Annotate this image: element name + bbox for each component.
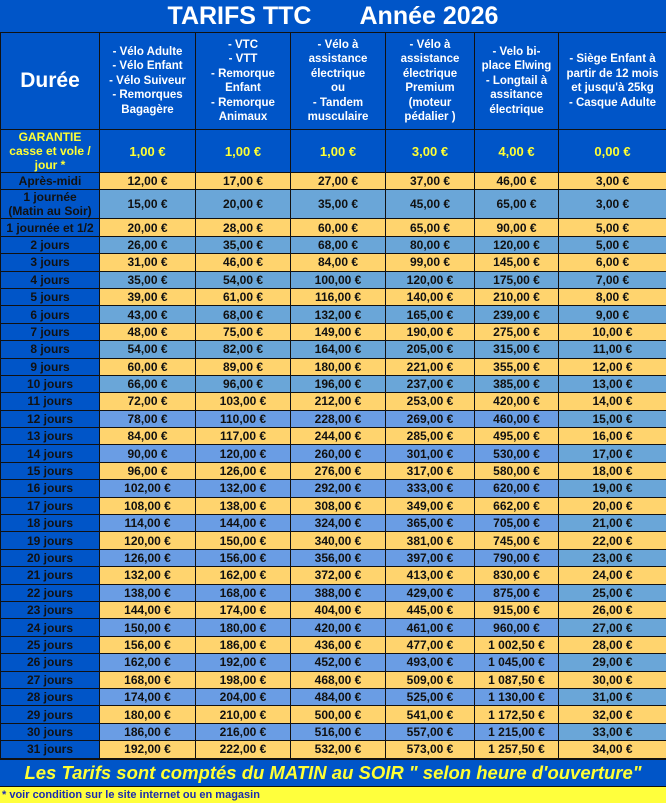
table-row (1, 480, 666, 497)
price-cell: 132,00 € (100, 567, 196, 584)
price-cell: 80,00 € (386, 236, 475, 253)
price-cell: 60,00 € (291, 219, 386, 236)
price-cell: 180,00 € (100, 706, 196, 723)
price-cell: 244,00 € (291, 428, 386, 445)
price-cell: 145,00 € (475, 254, 559, 271)
price-cell: 54,00 € (100, 341, 196, 358)
price-cell: 228,00 € (291, 410, 386, 427)
price-cell: 192,00 € (100, 741, 196, 758)
price-cell: 33,00 € (559, 723, 666, 740)
price-cell: 25,00 € (559, 584, 666, 601)
footnote: * voir condition sur le site internet ou en magasin (0, 786, 666, 803)
table-row (1, 671, 666, 688)
price-cell: 114,00 € (100, 515, 196, 532)
price-cell: 29,00 € (559, 654, 666, 671)
duration-label: 19 jours (1, 532, 100, 549)
price-cell: 132,00 € (196, 480, 291, 497)
price-cell: 54,00 € (196, 271, 291, 288)
price-cell: 468,00 € (291, 671, 386, 688)
price-cell: 32,00 € (559, 706, 666, 723)
price-cell: 210,00 € (475, 288, 559, 305)
table-row (1, 271, 666, 288)
price-cell: 830,00 € (475, 567, 559, 584)
price-cell: 21,00 € (559, 515, 666, 532)
garantie-value: 0,00 € (559, 130, 666, 173)
price-cell: 493,00 € (386, 654, 475, 671)
header-col-5: - Velo bi- place Elwing - Longtail à assitance électrique (475, 33, 559, 130)
price-cell: 705,00 € (475, 515, 559, 532)
price-cell: 662,00 € (475, 497, 559, 514)
price-cell: 5,00 € (559, 219, 666, 236)
price-cell: 372,00 € (291, 567, 386, 584)
table-row (1, 567, 666, 584)
price-cell: 35,00 € (196, 236, 291, 253)
price-cell: 156,00 € (196, 549, 291, 566)
price-cell: 1 130,00 € (475, 688, 559, 705)
price-cell: 429,00 € (386, 584, 475, 601)
duration-label: 30 jours (1, 723, 100, 740)
price-cell: 460,00 € (475, 410, 559, 427)
price-cell: 915,00 € (475, 601, 559, 618)
price-cell: 221,00 € (386, 358, 475, 375)
price-cell: 15,00 € (559, 410, 666, 427)
duration-label: 12 jours (1, 410, 100, 427)
price-cell: 461,00 € (386, 619, 475, 636)
price-cell: 18,00 € (559, 462, 666, 479)
price-cell: 26,00 € (559, 601, 666, 618)
price-cell: 420,00 € (475, 393, 559, 410)
duration-label: 8 jours (1, 341, 100, 358)
price-cell: 308,00 € (291, 497, 386, 514)
price-cell: 39,00 € (100, 288, 196, 305)
table-row (1, 462, 666, 479)
duration-label: 22 jours (1, 584, 100, 601)
price-cell: 108,00 € (100, 497, 196, 514)
price-cell: 530,00 € (475, 445, 559, 462)
price-cell: 509,00 € (386, 671, 475, 688)
duration-label: 13 jours (1, 428, 100, 445)
duration-label: 14 jours (1, 445, 100, 462)
price-cell: 10,00 € (559, 323, 666, 340)
price-cell: 365,00 € (386, 515, 475, 532)
price-cell: 82,00 € (196, 341, 291, 358)
price-cell: 149,00 € (291, 323, 386, 340)
price-cell: 580,00 € (475, 462, 559, 479)
price-cell: 23,00 € (559, 549, 666, 566)
price-cell: 525,00 € (386, 688, 475, 705)
duration-label: 27 jours (1, 671, 100, 688)
duration-label: 25 jours (1, 636, 100, 653)
duration-label: 26 jours (1, 654, 100, 671)
price-cell: 210,00 € (196, 706, 291, 723)
price-cell: 174,00 € (100, 688, 196, 705)
price-cell: 3,00 € (559, 173, 666, 190)
header-duree: Durée (1, 33, 100, 130)
garantie-value: 3,00 € (386, 130, 475, 173)
price-cell: 35,00 € (291, 190, 386, 219)
price-cell: 96,00 € (196, 375, 291, 392)
price-cell: 103,00 € (196, 393, 291, 410)
price-cell: 120,00 € (196, 445, 291, 462)
duration-label: 18 jours (1, 515, 100, 532)
price-cell: 6,00 € (559, 254, 666, 271)
price-cell: 120,00 € (475, 236, 559, 253)
price-cell: 12,00 € (559, 358, 666, 375)
price-cell: 102,00 € (100, 480, 196, 497)
price-cell: 99,00 € (386, 254, 475, 271)
price-cell: 198,00 € (196, 671, 291, 688)
table-row (1, 375, 666, 392)
header-col-1: - Vélo Adulte - Vélo Enfant - Vélo Suiveur - Remorques Bagagère (100, 33, 196, 130)
price-cell: 1 087,50 € (475, 671, 559, 688)
price-cell: 204,00 € (196, 688, 291, 705)
price-cell: 495,00 € (475, 428, 559, 445)
price-cell: 573,00 € (386, 741, 475, 758)
price-cell: 186,00 € (100, 723, 196, 740)
price-cell: 110,00 € (196, 410, 291, 427)
price-cell: 180,00 € (291, 358, 386, 375)
price-cell: 790,00 € (475, 549, 559, 566)
duration-label: 4 jours (1, 271, 100, 288)
price-cell: 27,00 € (559, 619, 666, 636)
footer-banner: Les Tarifs sont comptés du MATIN au SOIR " selon heure d'ouverture" (0, 759, 666, 786)
price-cell: 46,00 € (475, 173, 559, 190)
price-cell: 168,00 € (100, 671, 196, 688)
price-cell: 14,00 € (559, 393, 666, 410)
price-cell: 60,00 € (100, 358, 196, 375)
table-row (1, 515, 666, 532)
price-cell: 239,00 € (475, 306, 559, 323)
price-cell: 620,00 € (475, 480, 559, 497)
price-cell: 84,00 € (100, 428, 196, 445)
price-cell: 35,00 € (100, 271, 196, 288)
table-row (1, 723, 666, 740)
price-cell: 356,00 € (291, 549, 386, 566)
price-cell: 11,00 € (559, 341, 666, 358)
price-cell: 349,00 € (386, 497, 475, 514)
table-row (1, 306, 666, 323)
price-cell: 516,00 € (291, 723, 386, 740)
price-cell: 117,00 € (196, 428, 291, 445)
table-row (1, 393, 666, 410)
table-row (1, 341, 666, 358)
price-cell: 557,00 € (386, 723, 475, 740)
price-cell: 275,00 € (475, 323, 559, 340)
price-cell: 61,00 € (196, 288, 291, 305)
price-cell: 46,00 € (196, 254, 291, 271)
duration-label: 28 jours (1, 688, 100, 705)
price-cell: 150,00 € (196, 532, 291, 549)
duration-label: 2 jours (1, 236, 100, 253)
price-cell: 260,00 € (291, 445, 386, 462)
table-row (1, 741, 666, 758)
table-row (1, 219, 666, 236)
price-cell: 333,00 € (386, 480, 475, 497)
price-cell: 43,00 € (100, 306, 196, 323)
price-cell: 5,00 € (559, 236, 666, 253)
price-cell: 126,00 € (196, 462, 291, 479)
table-row (1, 323, 666, 340)
price-cell: 324,00 € (291, 515, 386, 532)
table-row (1, 497, 666, 514)
price-cell: 388,00 € (291, 584, 386, 601)
price-cell: 315,00 € (475, 341, 559, 358)
price-cell: 269,00 € (386, 410, 475, 427)
price-cell: 164,00 € (291, 341, 386, 358)
table-row (1, 190, 666, 219)
price-cell: 15,00 € (100, 190, 196, 219)
price-cell: 162,00 € (100, 654, 196, 671)
price-cell: 17,00 € (559, 445, 666, 462)
price-cell: 138,00 € (196, 497, 291, 514)
price-cell: 301,00 € (386, 445, 475, 462)
price-cell: 37,00 € (386, 173, 475, 190)
duration-label: 10 jours (1, 375, 100, 392)
duration-label: 1 journée et 1/2 (1, 219, 100, 236)
price-cell: 436,00 € (291, 636, 386, 653)
price-cell: 132,00 € (291, 306, 386, 323)
duration-label: 21 jours (1, 567, 100, 584)
price-cell: 413,00 € (386, 567, 475, 584)
price-cell: 196,00 € (291, 375, 386, 392)
price-cell: 381,00 € (386, 532, 475, 549)
price-cell: 65,00 € (386, 219, 475, 236)
price-cell: 190,00 € (386, 323, 475, 340)
table-row (1, 619, 666, 636)
table-row (1, 532, 666, 549)
price-cell: 45,00 € (386, 190, 475, 219)
garantie-value: 1,00 € (100, 130, 196, 173)
price-cell: 34,00 € (559, 741, 666, 758)
price-cell: 541,00 € (386, 706, 475, 723)
duration-label: 17 jours (1, 497, 100, 514)
table-row (1, 584, 666, 601)
title-year: Année 2026 (360, 2, 499, 31)
garantie-value: 4,00 € (475, 130, 559, 173)
price-cell: 420,00 € (291, 619, 386, 636)
price-cell: 1 172,50 € (475, 706, 559, 723)
duration-label: 7 jours (1, 323, 100, 340)
price-cell: 397,00 € (386, 549, 475, 566)
price-cell: 90,00 € (100, 445, 196, 462)
header-col-4: - Vélo à assistance électrique Premium (moteur pédalier ) (386, 33, 475, 130)
table-row (1, 688, 666, 705)
price-cell: 745,00 € (475, 532, 559, 549)
header-col-2: - VTC - VTT - Remorque Enfant - Remorque Animaux (196, 33, 291, 130)
price-cell: 285,00 € (386, 428, 475, 445)
price-cell: 75,00 € (196, 323, 291, 340)
duration-label: Après-midi (1, 173, 100, 190)
header-col-3: - Vélo à assistance électrique ou - Tandem musculaire (291, 33, 386, 130)
garantie-value: 1,00 € (291, 130, 386, 173)
duration-label: 6 jours (1, 306, 100, 323)
price-cell: 19,00 € (559, 480, 666, 497)
price-cell: 20,00 € (559, 497, 666, 514)
price-cell: 317,00 € (386, 462, 475, 479)
duration-label: 31 jours (1, 741, 100, 758)
price-cell: 477,00 € (386, 636, 475, 653)
price-cell: 205,00 € (386, 341, 475, 358)
price-cell: 26,00 € (100, 236, 196, 253)
garantie-label: GARANTIE casse et vole / jour * (1, 130, 100, 173)
table-row (1, 410, 666, 427)
price-cell: 48,00 € (100, 323, 196, 340)
price-cell: 1 045,00 € (475, 654, 559, 671)
price-cell: 445,00 € (386, 601, 475, 618)
table-row (1, 173, 666, 190)
price-cell: 16,00 € (559, 428, 666, 445)
price-cell: 120,00 € (100, 532, 196, 549)
price-cell: 532,00 € (291, 741, 386, 758)
price-cell: 84,00 € (291, 254, 386, 271)
duration-label: 11 jours (1, 393, 100, 410)
header-col-6: - Siège Enfant à partir de 12 mois et jusqu'à 25kg - Casque Adulte (559, 33, 666, 130)
price-cell: 385,00 € (475, 375, 559, 392)
price-cell: 78,00 € (100, 410, 196, 427)
price-cell: 28,00 € (196, 219, 291, 236)
price-cell: 65,00 € (475, 190, 559, 219)
price-cell: 8,00 € (559, 288, 666, 305)
price-cell: 404,00 € (291, 601, 386, 618)
price-cell: 31,00 € (100, 254, 196, 271)
price-table (0, 32, 666, 759)
price-cell: 150,00 € (100, 619, 196, 636)
table-row (1, 706, 666, 723)
price-cell: 484,00 € (291, 688, 386, 705)
price-cell: 89,00 € (196, 358, 291, 375)
price-cell: 30,00 € (559, 671, 666, 688)
duration-label: 20 jours (1, 549, 100, 566)
price-cell: 66,00 € (100, 375, 196, 392)
duration-label: 5 jours (1, 288, 100, 305)
duration-label: 23 jours (1, 601, 100, 618)
price-cell: 212,00 € (291, 393, 386, 410)
price-cell: 20,00 € (196, 190, 291, 219)
duration-label: 24 jours (1, 619, 100, 636)
price-cell: 253,00 € (386, 393, 475, 410)
price-cell: 31,00 € (559, 688, 666, 705)
duration-label: 16 jours (1, 480, 100, 497)
duration-label: 9 jours (1, 358, 100, 375)
price-cell: 1 002,50 € (475, 636, 559, 653)
table-row (1, 236, 666, 253)
price-cell: 13,00 € (559, 375, 666, 392)
table-row (1, 288, 666, 305)
table-row (1, 445, 666, 462)
price-cell: 140,00 € (386, 288, 475, 305)
price-cell: 1 257,50 € (475, 741, 559, 758)
price-cell: 237,00 € (386, 375, 475, 392)
price-cell: 120,00 € (386, 271, 475, 288)
price-cell: 96,00 € (100, 462, 196, 479)
garantie-value: 1,00 € (196, 130, 291, 173)
price-cell: 12,00 € (100, 173, 196, 190)
price-cell: 7,00 € (559, 271, 666, 288)
price-cell: 27,00 € (291, 173, 386, 190)
price-cell: 216,00 € (196, 723, 291, 740)
price-cell: 174,00 € (196, 601, 291, 618)
price-cell: 126,00 € (100, 549, 196, 566)
price-cell: 192,00 € (196, 654, 291, 671)
table-row (1, 636, 666, 653)
table-row (1, 254, 666, 271)
price-cell: 276,00 € (291, 462, 386, 479)
price-cell: 68,00 € (291, 236, 386, 253)
table-row (1, 358, 666, 375)
price-cell: 222,00 € (196, 741, 291, 758)
price-cell: 452,00 € (291, 654, 386, 671)
price-cell: 180,00 € (196, 619, 291, 636)
price-cell: 875,00 € (475, 584, 559, 601)
table-row (1, 549, 666, 566)
garantie-row (1, 130, 666, 173)
price-cell: 500,00 € (291, 706, 386, 723)
price-cell: 20,00 € (100, 219, 196, 236)
price-cell: 90,00 € (475, 219, 559, 236)
price-cell: 1 215,00 € (475, 723, 559, 740)
price-cell: 3,00 € (559, 190, 666, 219)
price-cell: 28,00 € (559, 636, 666, 653)
price-cell: 116,00 € (291, 288, 386, 305)
price-cell: 138,00 € (100, 584, 196, 601)
price-cell: 165,00 € (386, 306, 475, 323)
table-row (1, 654, 666, 671)
price-cell: 355,00 € (475, 358, 559, 375)
header-row (1, 33, 666, 130)
price-cell: 9,00 € (559, 306, 666, 323)
price-cell: 340,00 € (291, 532, 386, 549)
page-title (0, 0, 666, 32)
price-cell: 186,00 € (196, 636, 291, 653)
price-cell: 17,00 € (196, 173, 291, 190)
duration-label: 3 jours (1, 254, 100, 271)
price-cell: 144,00 € (196, 515, 291, 532)
price-cell: 72,00 € (100, 393, 196, 410)
duration-label: 1 journée (Matin au Soir) (1, 190, 100, 219)
price-cell: 175,00 € (475, 271, 559, 288)
price-cell: 100,00 € (291, 271, 386, 288)
price-cell: 162,00 € (196, 567, 291, 584)
table-row (1, 428, 666, 445)
title-tarifs: TARIFS TTC (168, 2, 312, 31)
table-row (1, 601, 666, 618)
price-cell: 960,00 € (475, 619, 559, 636)
price-cell: 292,00 € (291, 480, 386, 497)
price-cell: 168,00 € (196, 584, 291, 601)
price-cell: 24,00 € (559, 567, 666, 584)
duration-label: 15 jours (1, 462, 100, 479)
duration-label: 29 jours (1, 706, 100, 723)
price-cell: 22,00 € (559, 532, 666, 549)
price-cell: 68,00 € (196, 306, 291, 323)
price-cell: 156,00 € (100, 636, 196, 653)
price-cell: 144,00 € (100, 601, 196, 618)
